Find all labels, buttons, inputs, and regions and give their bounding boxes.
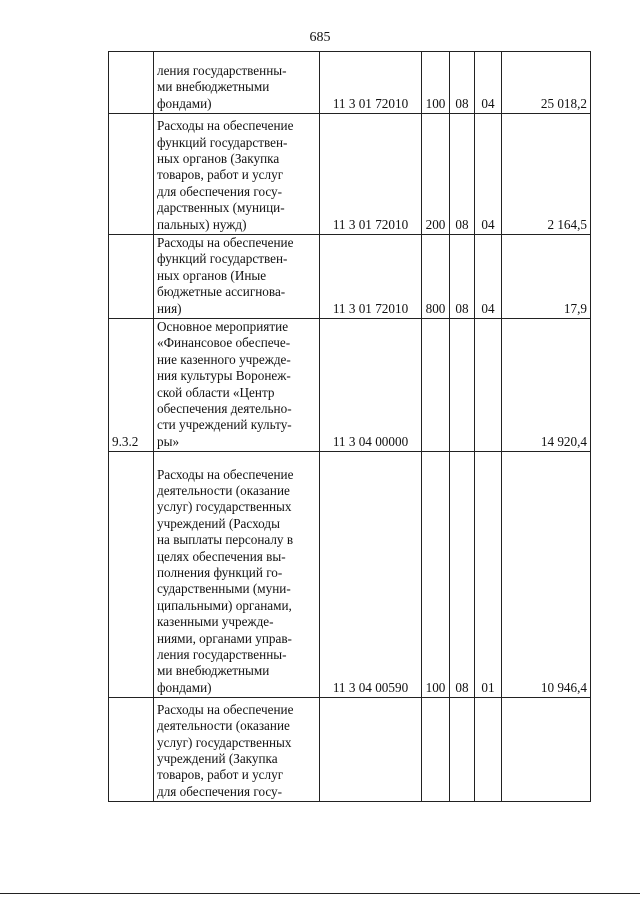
- cell-target-code: 11 3 01 72010: [320, 52, 422, 114]
- cell-section: 08: [450, 52, 475, 114]
- cell-section: 08: [450, 114, 475, 235]
- cell-expense-name: Расходы на обеспечение деятельности (оказание услуг) государственных учреждений (Расходы на выплаты персоналу в целях обеспечения вы- полнения функций го- сударственными (муни- ципальными) органами, казенными учрежде- ниями, органами управ- ления государственны- ми внебюджетными фондами): [154, 452, 320, 698]
- table-row: [109, 235, 591, 319]
- cell-subsection: 04: [475, 235, 502, 319]
- page-number: 685: [309, 30, 331, 45]
- cell-section: 08: [450, 452, 475, 698]
- cell-expense-type: 100: [422, 452, 450, 698]
- cell-expense-name: Расходы на обеспечение деятельности (оказание услуг) государственных учреждений (Закупка товаров, работ и услуг для обеспечения госу-: [154, 698, 320, 802]
- cell-item-number: [109, 52, 154, 114]
- cell-amount: 14 920,4: [502, 319, 591, 452]
- cell-amount: 2 164,5: [502, 114, 591, 235]
- cell-amount: 25 018,2: [502, 52, 591, 114]
- cell-expense-name: Расходы на обеспечение функций государствен- ных органов (Закупка товаров, работ и услуг для обеспечения госу- дарственных (муници- пальных) нужд): [154, 114, 320, 235]
- cell-expense-type: 100: [422, 52, 450, 114]
- table-row: [109, 698, 591, 802]
- cell-target-code: [320, 698, 422, 802]
- cell-target-code: 11 3 04 00000: [320, 319, 422, 452]
- cell-subsection: [475, 319, 502, 452]
- cell-item-number: [109, 698, 154, 802]
- table-row: [109, 52, 591, 114]
- cell-target-code: 11 3 04 00590: [320, 452, 422, 698]
- cell-expense-type: 800: [422, 235, 450, 319]
- cell-target-code: 11 3 01 72010: [320, 114, 422, 235]
- budget-table-body: [109, 52, 591, 802]
- cell-item-number: 9.3.2: [109, 319, 154, 452]
- budget-table: [108, 51, 591, 802]
- cell-expense-name: ления государственны- ми внебюджетными фондами): [154, 52, 320, 114]
- cell-item-number: [109, 452, 154, 698]
- cell-amount: 10 946,4: [502, 452, 591, 698]
- cell-section: [450, 319, 475, 452]
- cell-expense-name: Расходы на обеспечение функций государствен- ных органов (Иные бюджетные ассигнова- ния): [154, 235, 320, 319]
- cell-subsection: 01: [475, 452, 502, 698]
- cell-expense-type: [422, 698, 450, 802]
- cell-subsection: [475, 698, 502, 802]
- cell-subsection: 04: [475, 114, 502, 235]
- cell-subsection: 04: [475, 52, 502, 114]
- cell-amount: [502, 698, 591, 802]
- cell-amount: 17,9: [502, 235, 591, 319]
- cell-section: 08: [450, 235, 475, 319]
- cell-expense-type: 200: [422, 114, 450, 235]
- table-row: [109, 319, 591, 452]
- cell-target-code: 11 3 01 72010: [320, 235, 422, 319]
- cell-item-number: [109, 235, 154, 319]
- cell-expense-type: [422, 319, 450, 452]
- cell-section: [450, 698, 475, 802]
- table-row: [109, 452, 591, 698]
- cell-item-number: [109, 114, 154, 235]
- page-bottom-rule: [0, 893, 640, 894]
- cell-expense-name: Основное мероприятие «Финансовое обеспече- ние казенного учрежде- ния культуры Воронеж- ской области «Центр обеспечения деятельно- сти учреждений культу- ры»: [154, 319, 320, 452]
- table-row: [109, 114, 591, 235]
